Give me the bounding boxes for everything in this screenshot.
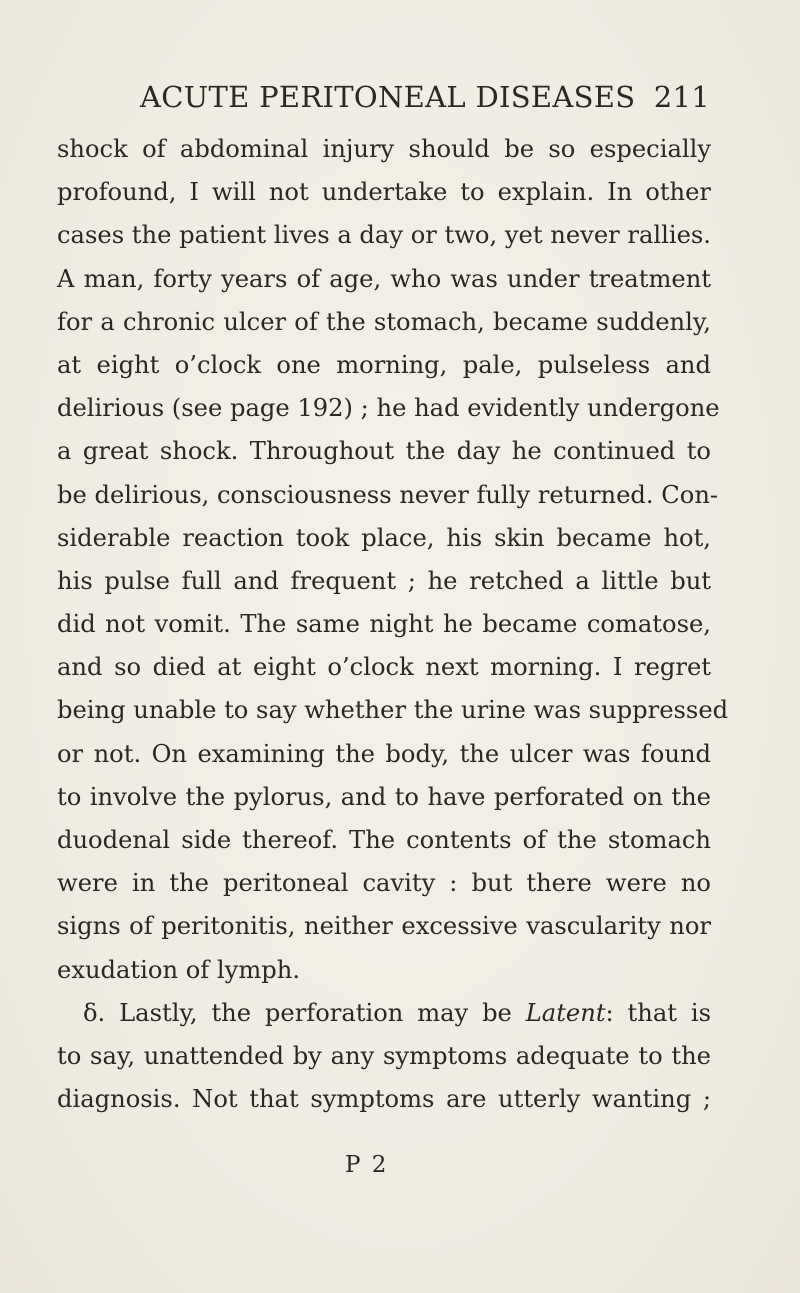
- text-line: and so died at eight o’clock next morning. I regret: [57, 653, 711, 682]
- text-line: were in the peritoneal cavity : but there were no: [57, 869, 711, 898]
- para2-start: δ. Lastly, the perforation may be: [83, 998, 526, 1027]
- body-text: [57, 128, 729, 1121]
- running-title: ACUTE PERITONEAL DISEASES: [140, 80, 636, 114]
- text-line: his pulse full and frequent ; he retched a little but: [57, 566, 711, 595]
- text-line: profound, I will not undertake to explain. In other: [57, 178, 711, 207]
- text-line: for a chronic ulcer of the stomach, became suddenly,: [57, 307, 711, 336]
- italic-term: Latent: [525, 998, 606, 1027]
- text-line: to say, unattended by any symptoms adequate to the: [57, 1041, 711, 1070]
- text-line-paragraph-end: exudation of lymph.: [57, 955, 301, 984]
- text-line: diagnosis. Not that symptoms are utterly wanting ;: [57, 1085, 711, 1114]
- text-line-paragraph-start: [57, 992, 711, 1035]
- running-head: [140, 80, 710, 120]
- text-line: be delirious, consciousness never fully returned. Con-: [57, 480, 719, 509]
- text-line: delirious (see page 192) ; he had evidently undergone: [57, 394, 720, 423]
- text-line: did not vomit. The same night he became comatose,: [57, 610, 711, 639]
- text-line: being unable to say whether the urine was suppressed: [57, 696, 729, 725]
- text-line: shock of abdominal injury should be so especially: [57, 135, 711, 163]
- text-line: at eight o’clock one morning, pale, pulseless and: [57, 350, 711, 379]
- text-line: or not. On examining the body, the ulcer was found: [57, 739, 711, 768]
- signature-mark: P 2: [345, 1152, 389, 1178]
- text-line: duodenal side thereof. The contents of the stomach: [57, 826, 711, 854]
- para2-end: : that is: [605, 998, 711, 1027]
- text-line: siderable reaction took place, his skin became hot,: [57, 523, 711, 552]
- page-number: 211: [653, 80, 710, 114]
- text-line: A man, forty years of age, who was under treatment: [57, 264, 711, 293]
- text-line: cases the patient lives a day or two, yet never rallies.: [57, 221, 711, 250]
- text-line: signs of peritonitis, neither excessive vascularity nor: [57, 912, 711, 941]
- text-line: to involve the pylorus, and to have perforated on the: [57, 782, 711, 811]
- text-line: a great shock. Throughout the day he continued to: [57, 437, 711, 466]
